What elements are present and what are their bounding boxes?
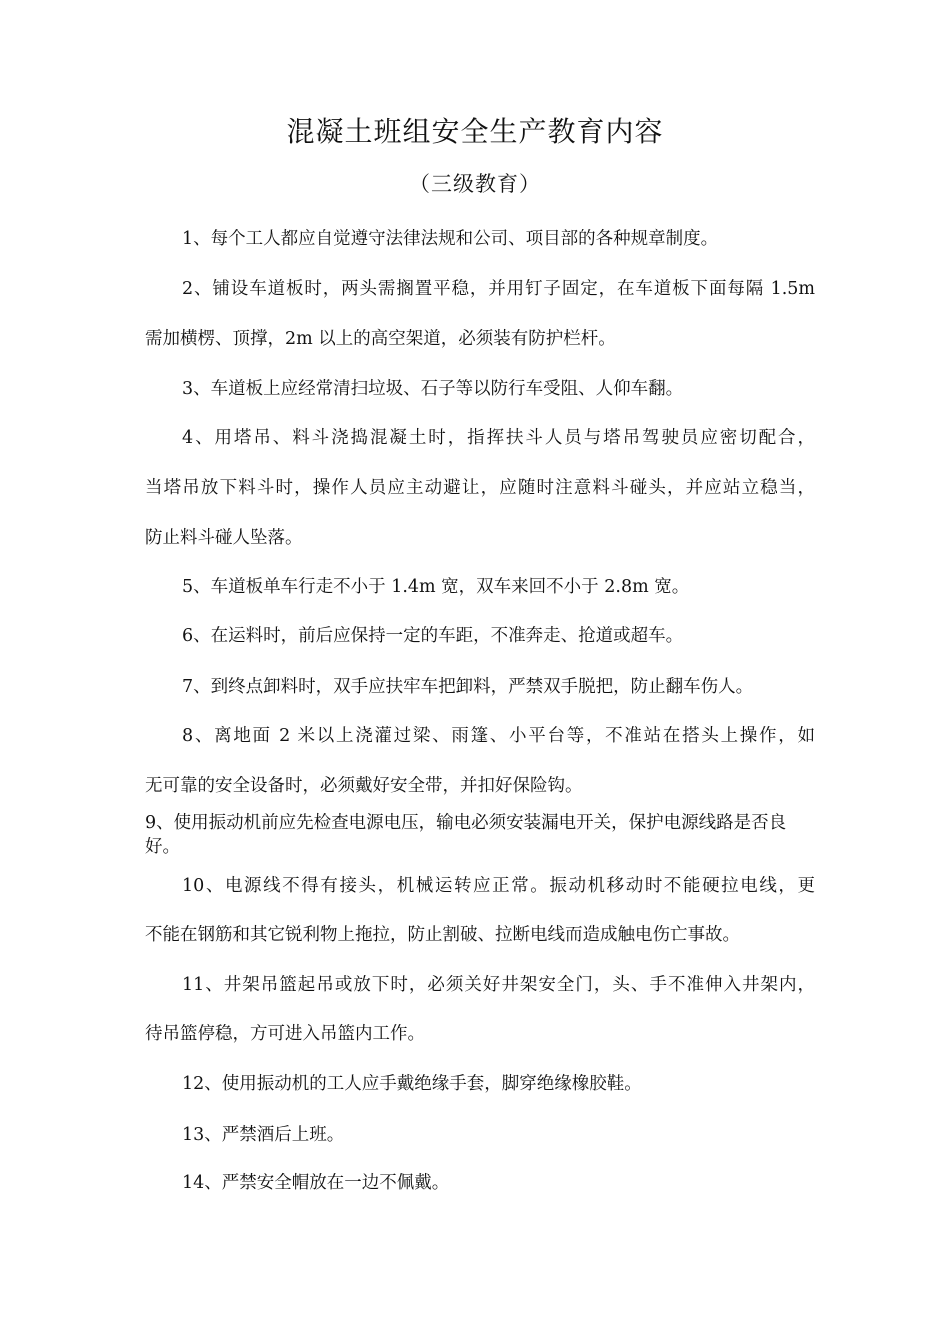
- rule-2-line-2: 需加横楞、顶撑，2m 以上的高空架道，必须装有防护栏杆。: [145, 329, 616, 349]
- rule-8-line-2: 无可靠的安全设备时，必须戴好安全带，并扣好保险钩。: [145, 776, 583, 796]
- rule-5: 5、车道板单车行走不小于 1.4m 宽，双车来回不小于 2.8m 宽。: [182, 577, 690, 597]
- rule-11-line-2: 待吊篮停稳，方可进入吊篮内工作。: [145, 1024, 425, 1044]
- rule-3: 3、车道板上应经常清扫垃圾、石子等以防行车受阻、人仰车翻。: [182, 379, 684, 399]
- rule-10-line-2: 不能在钢筋和其它锐利物上拖拉，防止割破、拉断电线而造成触电伤亡事故。: [145, 925, 740, 945]
- rule-11-line-1: 11、井架吊篮起吊或放下时，必须关好井架安全门，头、手不准伸入井架内，: [182, 975, 815, 995]
- rule-4-line-2: 当塔吊放下料斗时，操作人员应主动避让，应随时注意料斗碰头，并应站立稳当，: [145, 478, 815, 498]
- page-title: 混凝土班组安全生产教育内容: [286, 115, 664, 148]
- rule-1: 1、每个工人都应自觉遵守法律法规和公司、项目部的各种规章制度。: [182, 229, 719, 249]
- rule-6: 6、在运料时，前后应保持一定的车距，不准奔走、抢道或超车。: [182, 626, 684, 646]
- rule-2-line-1: 2、铺设车道板时，两头需搁置平稳，并用钉子固定，在车道板下面每隔 1.5m: [182, 279, 815, 299]
- rule-9: 9、使用振动机前应先检查电源电压，输电必须安装漏电开关，保护电源线路是否良好。: [145, 813, 787, 857]
- rule-10-line-1: 10、电源线不得有接头，机械运转应正常。振动机移动时不能硬拉电线，更: [182, 876, 815, 896]
- rule-14: 14、严禁安全帽放在一边不佩戴。: [182, 1173, 450, 1193]
- rule-7: 7、到终点卸料时，双手应扶牢车把卸料，严禁双手脱把，防止翻车伤人。: [182, 677, 754, 697]
- rule-4-line-3: 防止料斗碰人坠落。: [145, 528, 303, 548]
- rule-4-line-1: 4、用塔吊、料斗浇捣混凝土时，指挥扶斗人员与塔吊驾驶员应密切配合，: [182, 428, 815, 448]
- rule-13: 13、严禁酒后上班。: [182, 1125, 345, 1145]
- page-subtitle: （三级教育）: [409, 172, 541, 196]
- rule-8-line-1: 8、离地面 2 米以上浇灌过梁、雨篷、小平台等，不准站在搭头上操作，如: [182, 726, 815, 746]
- rule-12: 12、使用振动机的工人应手戴绝缘手套，脚穿绝缘橡胶鞋。: [182, 1074, 642, 1094]
